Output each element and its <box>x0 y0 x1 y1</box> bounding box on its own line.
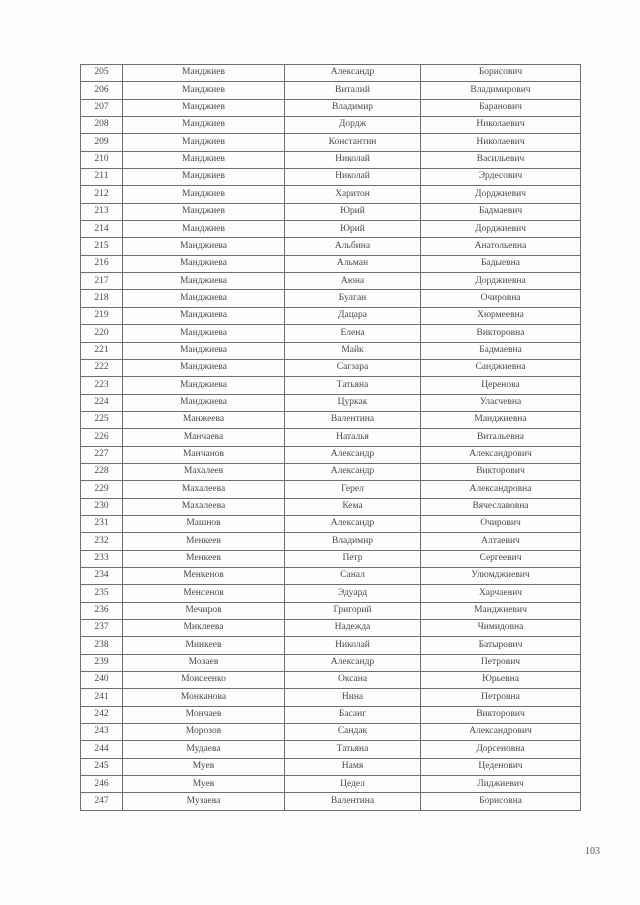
last-name-cell: Менкеев <box>123 550 285 567</box>
last-name-cell: Монканова <box>123 689 285 706</box>
table-row <box>81 65 581 82</box>
first-name-cell: Дордж <box>285 117 421 134</box>
patronymic-cell: Эрдесович <box>421 169 581 186</box>
row-number-cell: 243 <box>81 724 123 741</box>
row-number-cell: 233 <box>81 550 123 567</box>
first-name-cell: Наталья <box>285 429 421 446</box>
patronymic-cell: Очировна <box>421 290 581 307</box>
table-row <box>81 637 581 654</box>
row-number-cell: 224 <box>81 394 123 411</box>
patronymic-cell: Дорсеновна <box>421 741 581 758</box>
row-number-cell: 221 <box>81 342 123 359</box>
row-number-cell: 208 <box>81 117 123 134</box>
patronymic-cell: Лиджиевич <box>421 776 581 793</box>
first-name-cell: Александр <box>285 463 421 480</box>
first-name-cell: Александр <box>285 654 421 671</box>
patronymic-cell: Викторовна <box>421 325 581 342</box>
last-name-cell: Мозаев <box>123 654 285 671</box>
row-number-cell: 237 <box>81 620 123 637</box>
patronymic-cell: Бадмаевна <box>421 342 581 359</box>
last-name-cell: Манжеева <box>123 411 285 428</box>
roster-table-body <box>81 65 581 811</box>
patronymic-cell: Викторович <box>421 706 581 723</box>
table-row <box>81 533 581 550</box>
row-number-cell: 216 <box>81 255 123 272</box>
row-number-cell: 225 <box>81 411 123 428</box>
last-name-cell: Манджиев <box>123 169 285 186</box>
row-number-cell: 232 <box>81 533 123 550</box>
first-name-cell: Валентина <box>285 411 421 428</box>
first-name-cell: Цедел <box>285 776 421 793</box>
table-row <box>81 394 581 411</box>
page-number: 103 <box>585 846 600 857</box>
row-number-cell: 215 <box>81 238 123 255</box>
first-name-cell: Герел <box>285 481 421 498</box>
patronymic-cell: Николаевич <box>421 134 581 151</box>
row-number-cell: 241 <box>81 689 123 706</box>
table-row <box>81 186 581 203</box>
first-name-cell: Владимир <box>285 533 421 550</box>
patronymic-cell: Сергеевич <box>421 550 581 567</box>
patronymic-cell: Хюрмеевна <box>421 307 581 324</box>
last-name-cell: Манджиева <box>123 342 285 359</box>
patronymic-cell: Витальевна <box>421 429 581 446</box>
last-name-cell: Манджиева <box>123 273 285 290</box>
table-row <box>81 134 581 151</box>
last-name-cell: Манджиева <box>123 290 285 307</box>
table-row <box>81 481 581 498</box>
row-number-cell: 214 <box>81 221 123 238</box>
row-number-cell: 219 <box>81 307 123 324</box>
row-number-cell: 242 <box>81 706 123 723</box>
row-number-cell: 206 <box>81 82 123 99</box>
table-row <box>81 776 581 793</box>
first-name-cell: Сагзара <box>285 359 421 376</box>
last-name-cell: Манджиева <box>123 325 285 342</box>
last-name-cell: Манджиев <box>123 221 285 238</box>
row-number-cell: 207 <box>81 99 123 116</box>
first-name-cell: Константин <box>285 134 421 151</box>
last-name-cell: Мудаева <box>123 741 285 758</box>
last-name-cell: Манчаева <box>123 429 285 446</box>
first-name-cell: Надежда <box>285 620 421 637</box>
first-name-cell: Басанг <box>285 706 421 723</box>
patronymic-cell: Дорджиевна <box>421 273 581 290</box>
patronymic-cell: Александровна <box>421 481 581 498</box>
last-name-cell: Манджиев <box>123 186 285 203</box>
table-row <box>81 602 581 619</box>
last-name-cell: Моисеенко <box>123 672 285 689</box>
last-name-cell: Музаева <box>123 793 285 810</box>
first-name-cell: Виталий <box>285 82 421 99</box>
table-row <box>81 151 581 168</box>
patronymic-cell: Бадмаевич <box>421 203 581 220</box>
row-number-cell: 245 <box>81 758 123 775</box>
patronymic-cell: Вячеславовна <box>421 498 581 515</box>
last-name-cell: Мечиров <box>123 602 285 619</box>
first-name-cell: Александр <box>285 515 421 532</box>
first-name-cell: Сандак <box>285 724 421 741</box>
table-row <box>81 290 581 307</box>
row-number-cell: 230 <box>81 498 123 515</box>
first-name-cell: Санал <box>285 567 421 584</box>
patronymic-cell: Алтаевич <box>421 533 581 550</box>
first-name-cell: Владимир <box>285 99 421 116</box>
patronymic-cell: Церенова <box>421 377 581 394</box>
first-name-cell: Елена <box>285 325 421 342</box>
patronymic-cell: Борисович <box>421 65 581 82</box>
last-name-cell: Махалеева <box>123 481 285 498</box>
row-number-cell: 211 <box>81 169 123 186</box>
last-name-cell: Миклеева <box>123 620 285 637</box>
patronymic-cell: Петрович <box>421 654 581 671</box>
table-row <box>81 377 581 394</box>
table-row <box>81 620 581 637</box>
first-name-cell: Александр <box>285 65 421 82</box>
last-name-cell: Мончаев <box>123 706 285 723</box>
patronymic-cell: Очирович <box>421 515 581 532</box>
last-name-cell: Муев <box>123 776 285 793</box>
table-row <box>81 342 581 359</box>
patronymic-cell: Владимирович <box>421 82 581 99</box>
patronymic-cell: Харчаевич <box>421 585 581 602</box>
table-row <box>81 585 581 602</box>
last-name-cell: Манджиева <box>123 394 285 411</box>
table-row <box>81 273 581 290</box>
row-number-cell: 240 <box>81 672 123 689</box>
table-row <box>81 238 581 255</box>
patronymic-cell: Петровна <box>421 689 581 706</box>
row-number-cell: 236 <box>81 602 123 619</box>
last-name-cell: Манджиев <box>123 99 285 116</box>
table-row <box>81 221 581 238</box>
last-name-cell: Манджиева <box>123 359 285 376</box>
first-name-cell: Григорий <box>285 602 421 619</box>
first-name-cell: Цуркак <box>285 394 421 411</box>
patronymic-cell: Бадыевна <box>421 255 581 272</box>
row-number-cell: 218 <box>81 290 123 307</box>
first-name-cell: Оксана <box>285 672 421 689</box>
table-row <box>81 325 581 342</box>
first-name-cell: Петр <box>285 550 421 567</box>
last-name-cell: Махалеева <box>123 498 285 515</box>
table-row <box>81 758 581 775</box>
row-number-cell: 212 <box>81 186 123 203</box>
patronymic-cell: Улюмджиевич <box>421 567 581 584</box>
first-name-cell: Намя <box>285 758 421 775</box>
patronymic-cell: Александрович <box>421 724 581 741</box>
row-number-cell: 205 <box>81 65 123 82</box>
first-name-cell: Юрий <box>285 203 421 220</box>
patronymic-cell: Анатольевна <box>421 238 581 255</box>
row-number-cell: 209 <box>81 134 123 151</box>
first-name-cell: Альбина <box>285 238 421 255</box>
last-name-cell: Морозов <box>123 724 285 741</box>
row-number-cell: 239 <box>81 654 123 671</box>
first-name-cell: Николай <box>285 637 421 654</box>
row-number-cell: 210 <box>81 151 123 168</box>
table-row <box>81 741 581 758</box>
table-row <box>81 793 581 810</box>
last-name-cell: Менкенов <box>123 567 285 584</box>
table-row <box>81 411 581 428</box>
first-name-cell: Майк <box>285 342 421 359</box>
last-name-cell: Манджиев <box>123 151 285 168</box>
last-name-cell: Манджиев <box>123 117 285 134</box>
patronymic-cell: Санджиевна <box>421 359 581 376</box>
row-number-cell: 228 <box>81 463 123 480</box>
last-name-cell: Манджиев <box>123 65 285 82</box>
patronymic-cell: Чимидовна <box>421 620 581 637</box>
table-row <box>81 706 581 723</box>
table-row <box>81 550 581 567</box>
table-row <box>81 446 581 463</box>
last-name-cell: Манджиева <box>123 307 285 324</box>
table-row <box>81 654 581 671</box>
row-number-cell: 238 <box>81 637 123 654</box>
last-name-cell: Махалеев <box>123 463 285 480</box>
last-name-cell: Минкеев <box>123 637 285 654</box>
patronymic-cell: Манджиевич <box>421 602 581 619</box>
row-number-cell: 213 <box>81 203 123 220</box>
table-row <box>81 672 581 689</box>
first-name-cell: Александр <box>285 446 421 463</box>
table-row <box>81 515 581 532</box>
first-name-cell: Юрий <box>285 221 421 238</box>
first-name-cell: Булган <box>285 290 421 307</box>
last-name-cell: Манджиев <box>123 82 285 99</box>
row-number-cell: 234 <box>81 567 123 584</box>
first-name-cell: Альман <box>285 255 421 272</box>
row-number-cell: 231 <box>81 515 123 532</box>
first-name-cell: Николай <box>285 151 421 168</box>
table-row <box>81 255 581 272</box>
table-row <box>81 307 581 324</box>
patronymic-cell: Васильевич <box>421 151 581 168</box>
patronymic-cell: Викторович <box>421 463 581 480</box>
last-name-cell: Менсенов <box>123 585 285 602</box>
last-name-cell: Манджиева <box>123 255 285 272</box>
table-row <box>81 359 581 376</box>
table-row <box>81 689 581 706</box>
first-name-cell: Эдуард <box>285 585 421 602</box>
last-name-cell: Манджиев <box>123 203 285 220</box>
table-row <box>81 463 581 480</box>
first-name-cell: Татьяна <box>285 377 421 394</box>
row-number-cell: 220 <box>81 325 123 342</box>
first-name-cell: Аюна <box>285 273 421 290</box>
last-name-cell: Муев <box>123 758 285 775</box>
patronymic-cell: Борисовна <box>421 793 581 810</box>
row-number-cell: 226 <box>81 429 123 446</box>
table-row <box>81 99 581 116</box>
first-name-cell: Дацара <box>285 307 421 324</box>
last-name-cell: Менкеев <box>123 533 285 550</box>
patronymic-cell: Александрович <box>421 446 581 463</box>
patronymic-cell: Николаевич <box>421 117 581 134</box>
table-row <box>81 724 581 741</box>
last-name-cell: Манчанов <box>123 446 285 463</box>
row-number-cell: 217 <box>81 273 123 290</box>
last-name-cell: Манджиев <box>123 134 285 151</box>
patronymic-cell: Манджиевна <box>421 411 581 428</box>
table-row <box>81 169 581 186</box>
table-row <box>81 567 581 584</box>
last-name-cell: Манджиева <box>123 238 285 255</box>
table-row <box>81 429 581 446</box>
row-number-cell: 222 <box>81 359 123 376</box>
last-name-cell: Манджиева <box>123 377 285 394</box>
row-number-cell: 223 <box>81 377 123 394</box>
table-row <box>81 203 581 220</box>
row-number-cell: 235 <box>81 585 123 602</box>
first-name-cell: Валентина <box>285 793 421 810</box>
table-row <box>81 498 581 515</box>
first-name-cell: Кема <box>285 498 421 515</box>
first-name-cell: Николай <box>285 169 421 186</box>
patronymic-cell: Дорджиевич <box>421 186 581 203</box>
patronymic-cell: Цеденович <box>421 758 581 775</box>
table-row <box>81 82 581 99</box>
row-number-cell: 247 <box>81 793 123 810</box>
roster-table <box>80 64 581 811</box>
patronymic-cell: Баранович <box>421 99 581 116</box>
first-name-cell: Харитон <box>285 186 421 203</box>
first-name-cell: Татьяна <box>285 741 421 758</box>
patronymic-cell: Батырович <box>421 637 581 654</box>
row-number-cell: 229 <box>81 481 123 498</box>
last-name-cell: Машнов <box>123 515 285 532</box>
row-number-cell: 227 <box>81 446 123 463</box>
row-number-cell: 244 <box>81 741 123 758</box>
row-number-cell: 246 <box>81 776 123 793</box>
first-name-cell: Нина <box>285 689 421 706</box>
table-row <box>81 117 581 134</box>
patronymic-cell: Уласчевна <box>421 394 581 411</box>
patronymic-cell: Юрьевна <box>421 672 581 689</box>
patronymic-cell: Дорджиевич <box>421 221 581 238</box>
